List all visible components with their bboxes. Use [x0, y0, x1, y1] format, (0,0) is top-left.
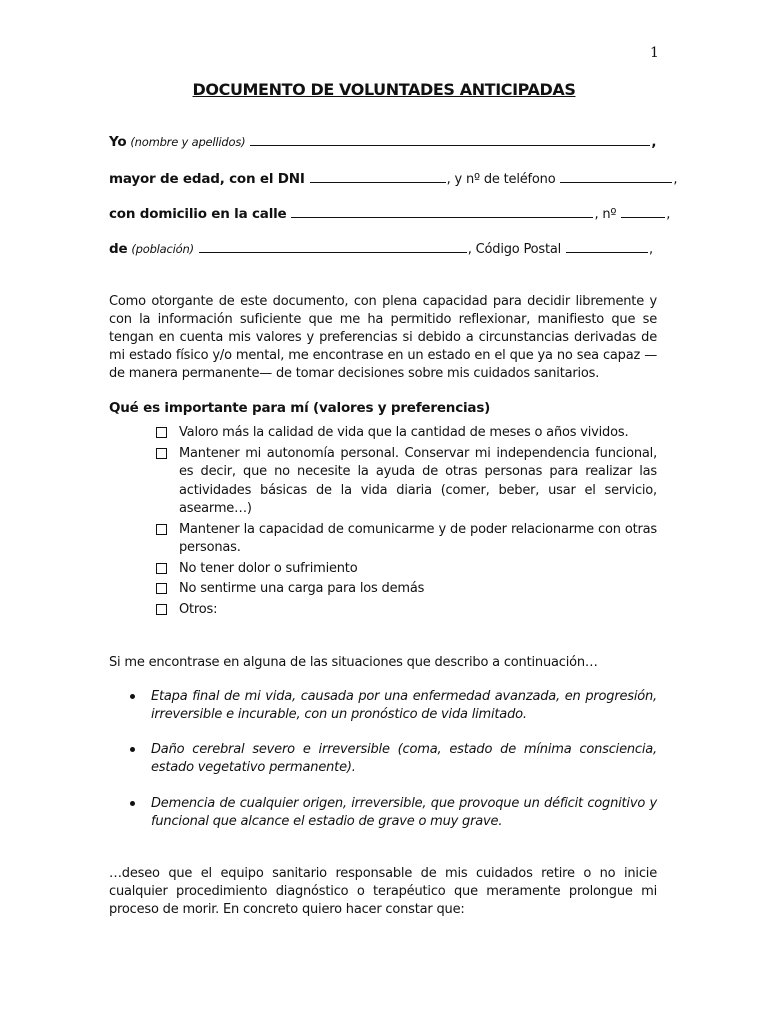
name-field-line	[109, 134, 657, 150]
town-hint: (población)	[131, 242, 194, 256]
value-option-text: Mantener la capacidad de comunicarme y de poder relacionarme con otras personas.	[179, 521, 657, 555]
closing-paragraph: …deseo que el equipo sanitario responsable de mis cuidados retire o no inicie cualquier procedimiento diagnóstico o terapéutico que meramente prolongue mi proceso de morir. En concreto quiero hacer constar que:	[109, 866, 657, 917]
intro-paragraph: Como otorgante de este documento, con plena capacidad para decidir libremente y con la información suficiente que me ha permitido reflexionar, manifiesto que se tengan en cuenta mis valores y preferencias si debido a circunstancias derivadas de mi estado físico y/o mental, me encontrase en un estado en el que ya no sea capaz —de manera permanente— de tomar decisiones sobre mis cuidados sanitarios.	[109, 294, 657, 381]
situation-text: Daño cerebral severo e irreversible (coma, estado de mínima consciencia, estado vegetativo permanente).	[151, 742, 657, 775]
values-checklist	[155, 424, 657, 621]
street-input-line[interactable]	[291, 206, 593, 218]
name-end-comma: ,	[651, 134, 657, 150]
number-end-comma: ,	[666, 207, 671, 222]
value-option	[155, 445, 657, 519]
postal-end-comma: ,	[649, 242, 653, 257]
checkbox[interactable]	[156, 583, 167, 594]
bullet-icon	[130, 694, 135, 699]
postal-code-label: , Código Postal	[467, 242, 562, 257]
value-option-text: Mantener mi autonomía personal. Conservar mi independencia funcional, es decir, que no necesite la ayuda de otras personas para realizar las actividades básicas de la vida diaria (comer, beber, usar el servicio, asearme…)	[179, 445, 657, 516]
checkbox[interactable]	[156, 427, 167, 438]
value-option-text: No tener dolor o sufrimiento	[179, 560, 358, 576]
yo-label: Yo	[109, 134, 127, 150]
address-field-line	[109, 206, 671, 222]
phone-end-comma: ,	[673, 172, 678, 187]
value-option	[155, 424, 657, 443]
value-option	[155, 601, 657, 620]
phone-label: , y nº de teléfono	[446, 172, 556, 187]
value-option	[155, 560, 657, 579]
page-number: 1	[650, 45, 659, 61]
document-title: DOCUMENTO DE VOLUNTADES ANTICIPADAS	[192, 80, 576, 99]
town-field-line	[109, 241, 657, 257]
dni-input-line[interactable]	[310, 171, 446, 183]
situation-item	[127, 795, 657, 831]
street-number-input-line[interactable]	[621, 206, 665, 218]
number-label: , nº	[594, 207, 617, 222]
town-input-line[interactable]	[199, 241, 467, 253]
name-input-line[interactable]	[250, 134, 650, 146]
situation-item	[127, 741, 657, 777]
value-option	[155, 580, 657, 599]
value-option	[155, 521, 657, 558]
value-option-text: No sentirme una carga para los demás	[179, 581, 425, 596]
de-label: de	[109, 241, 128, 257]
checkbox[interactable]	[156, 604, 167, 615]
situation-text: Etapa final de mi vida, causada por una enfermedad avanzada, en progresión, irreversible e incurable, con un pronóstico de vida limitado.	[151, 689, 657, 722]
checkbox[interactable]	[156, 524, 167, 535]
situation-text: Demencia de cualquier origen, irreversible, que provoque un déficit cognitivo y funcional que alcance el estadio de grave o muy grave.	[151, 796, 657, 829]
name-hint: (nombre y apellidos)	[130, 135, 246, 149]
checkbox[interactable]	[156, 563, 167, 574]
dni-label: mayor de edad, con el DNI	[109, 171, 305, 187]
value-option-text: Otros:	[179, 601, 218, 617]
bullet-icon	[130, 801, 135, 806]
value-option-text: Valoro más la calidad de vida que la cantidad de meses o años vividos.	[179, 425, 629, 440]
situation-item	[127, 688, 657, 724]
situations-intro: Si me encontrase en alguna de las situaciones que describo a continuación…	[109, 655, 598, 670]
checkbox[interactable]	[156, 448, 167, 459]
bullet-icon	[130, 747, 135, 752]
postal-code-input-line[interactable]	[566, 241, 648, 253]
dni-field-line	[109, 171, 678, 187]
phone-input-line[interactable]	[560, 171, 672, 183]
values-heading: Qué es importante para mí (valores y preferencias)	[109, 400, 491, 416]
address-label: con domicilio en la calle	[109, 206, 287, 222]
